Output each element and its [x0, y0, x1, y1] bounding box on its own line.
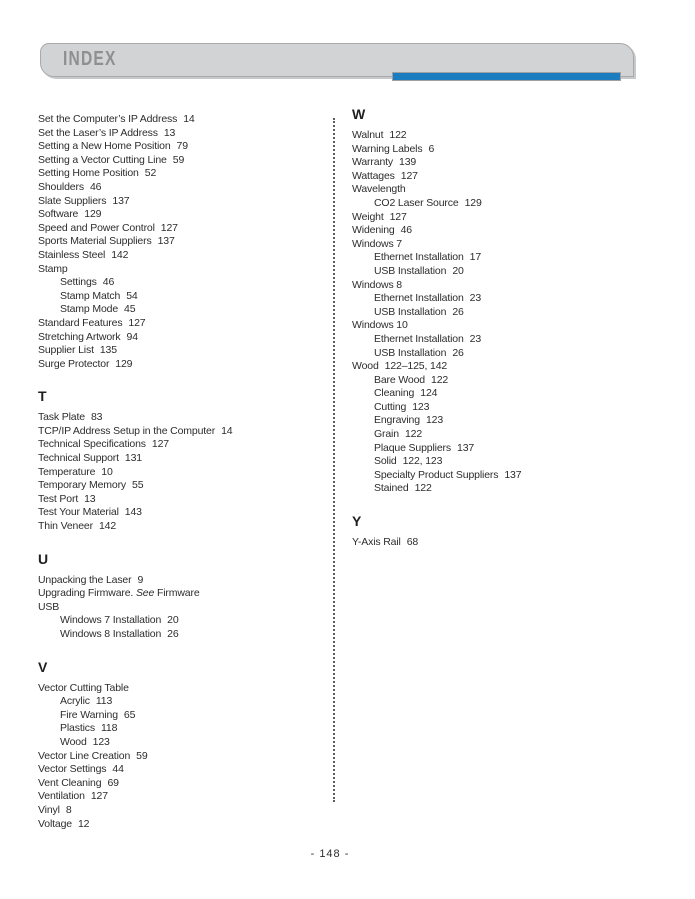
entry-page-number: 113	[95, 695, 113, 708]
entry-label: Setting a New Home Position	[38, 140, 171, 153]
index-entry	[38, 682, 330, 696]
index-entry	[38, 709, 330, 723]
page-title: INDEX	[63, 48, 117, 71]
entry-page-number: 65	[123, 708, 136, 721]
entry-page-number: 68	[406, 536, 419, 549]
index-entry	[38, 276, 330, 290]
index-entry	[38, 208, 330, 222]
index-entry	[352, 360, 644, 374]
entry-label: Temporary Memory	[38, 479, 127, 492]
column-divider	[333, 118, 335, 802]
entry-page-number: 127	[151, 438, 169, 451]
entry-page-number: 127	[128, 316, 146, 329]
entry-label: Vinyl	[38, 803, 60, 816]
entry-label: Vent Cleaning	[38, 776, 102, 789]
entry-page-number: 127	[160, 221, 178, 234]
entry-page-number: 135	[99, 344, 117, 357]
index-entry	[38, 587, 330, 601]
index-entry	[38, 722, 330, 736]
index-entry	[352, 306, 644, 320]
index-entry	[38, 763, 330, 777]
index-entry	[352, 183, 644, 197]
index-entry	[38, 290, 330, 304]
index-entry	[352, 211, 644, 225]
accent-bar	[392, 72, 621, 81]
entry-page-number: 17	[469, 251, 482, 264]
entry-page-number: 46	[400, 224, 412, 237]
entry-label: Upgrading Firmware.	[38, 587, 134, 600]
entry-page-number: 137	[457, 441, 475, 454]
entry-label: Stamp Mode	[60, 303, 119, 316]
entry-page-number: 137	[112, 194, 130, 207]
index-header-banner	[40, 43, 634, 77]
entry-page-number: 129	[115, 357, 133, 370]
index-entry	[352, 265, 644, 279]
entry-label: Test Your Material	[38, 506, 119, 519]
entry-page-number: 123	[412, 400, 430, 413]
entry-page-number: 124	[420, 387, 438, 400]
index-column-right	[352, 106, 644, 550]
index-entry	[38, 466, 330, 480]
entry-page-number: 118	[100, 722, 118, 735]
entry-label: Windows 10	[352, 319, 408, 332]
entry-page-number: 26	[167, 628, 179, 640]
entry-label: Cutting	[374, 400, 407, 413]
entry-page-number: 6	[428, 142, 435, 155]
entry-label: Walnut	[352, 129, 384, 141]
entry-page-number: 14	[183, 113, 195, 125]
index-entry	[38, 140, 330, 154]
entry-label: Voltage	[38, 817, 72, 830]
entry-label: Wood	[60, 735, 87, 748]
entry-label: Warning Labels	[352, 142, 423, 155]
entry-page-number: 83	[90, 411, 103, 424]
see-target: Firmware	[154, 587, 200, 600]
index-entry	[352, 401, 644, 415]
index-entry	[38, 818, 330, 832]
entry-label: USB Installation	[374, 305, 447, 318]
entry-page-number: 137	[504, 468, 522, 481]
entry-page-number: 26	[452, 305, 464, 318]
entry-page-number: 23	[469, 332, 482, 345]
index-entry	[352, 387, 644, 401]
index-entry	[352, 428, 644, 442]
entry-page-number: 123	[92, 735, 110, 748]
index-entry	[38, 222, 330, 236]
entry-label: Technical Specifications	[38, 438, 146, 451]
entry-page-number: 122, 123	[402, 455, 443, 468]
index-entry	[38, 520, 330, 534]
entry-label: Vector Settings	[38, 763, 107, 776]
entry-page-number: 131	[124, 452, 142, 465]
entry-label: Supplier List	[38, 344, 94, 357]
entry-page-number: 59	[172, 153, 185, 166]
entry-page-number: 59	[136, 749, 148, 762]
entry-label: Weight	[352, 210, 384, 223]
entry-label: Test Port	[38, 492, 79, 505]
entry-page-number: 55	[132, 479, 144, 492]
entry-label: Sports Material Suppliers	[38, 235, 152, 248]
section-heading-v: V	[38, 658, 48, 675]
entry-label: Set the Computer’s IP Address	[38, 113, 178, 125]
entry-page-number: 12	[77, 817, 90, 830]
entry-page-number: 122	[414, 482, 432, 495]
entry-page-number: 122	[404, 428, 423, 441]
index-entry	[38, 777, 330, 791]
entry-label: Solid	[374, 455, 397, 468]
entry-label: Windows 8	[352, 278, 403, 291]
entry-page-number: 10	[101, 465, 113, 478]
entry-page-number: 122	[431, 373, 449, 386]
entry-page-number: 127	[400, 169, 418, 182]
entry-label: Grain	[374, 428, 399, 441]
entry-page-number: 23	[469, 292, 482, 305]
entry-page-number: 8	[65, 803, 72, 816]
entry-page-number: 52	[144, 167, 157, 180]
entry-page-number: 123	[425, 414, 444, 427]
index-entry	[352, 347, 644, 361]
entry-page-number: 79	[176, 140, 188, 153]
entry-page-number: 20	[167, 614, 179, 627]
entry-label: TCP/IP Address Setup in the Computer	[38, 424, 216, 437]
index-entry	[352, 442, 644, 456]
entry-page-number: 127	[90, 790, 108, 803]
entry-label: Bare Wood	[374, 373, 425, 386]
entry-label: Stamp Match	[60, 289, 121, 302]
entry-label: Engraving	[374, 414, 420, 427]
index-entry	[38, 438, 330, 452]
index-entry	[38, 263, 330, 277]
entry-page-number: 45	[124, 303, 136, 316]
index-entry	[352, 143, 644, 157]
index-entry	[38, 331, 330, 345]
entry-page-number: 46	[89, 180, 102, 193]
index-entry	[38, 181, 330, 195]
index-entry	[352, 197, 644, 211]
entry-page-number: 54	[126, 289, 138, 302]
entry-label: USB	[38, 600, 60, 613]
index-entry	[38, 154, 330, 168]
entry-label: Windows 8 Installation	[60, 628, 162, 640]
entry-page-number: 129	[464, 196, 482, 209]
section-heading-t: T	[38, 388, 47, 405]
entry-label: Wood	[352, 360, 379, 373]
entry-page-number: 143	[124, 506, 142, 519]
entry-label: Plastics	[60, 722, 95, 735]
index-entry	[352, 129, 644, 143]
index-entry	[38, 344, 330, 358]
entry-page-number: 14	[221, 424, 233, 437]
entry-page-number: 122	[389, 129, 407, 141]
index-entry	[352, 224, 644, 238]
entry-label: Task Plate	[38, 411, 85, 424]
index-entry	[38, 574, 330, 588]
index-entry	[352, 455, 644, 469]
index-column-left	[38, 113, 330, 831]
entry-label: Stretching Artwork	[38, 330, 121, 343]
index-entry	[352, 414, 644, 428]
entry-label: Plaque Suppliers	[374, 441, 451, 454]
entry-page-number: 137	[157, 235, 175, 248]
entry-label: Fire Warning	[60, 708, 118, 721]
index-entry	[38, 127, 330, 141]
index-entry	[38, 167, 330, 181]
entry-page-number: 13	[84, 492, 96, 505]
index-entry	[38, 628, 330, 642]
entry-label: Setting a Vector Cutting Line	[38, 153, 167, 166]
index-entry	[352, 279, 644, 293]
entry-page-number: 129	[84, 208, 102, 221]
index-entry	[38, 113, 330, 127]
entry-page-number: 9	[137, 573, 144, 586]
entry-page-number: 69	[107, 776, 119, 789]
index-entry	[38, 425, 330, 439]
entry-label: Ethernet Installation	[374, 251, 464, 264]
page-number: - 148 -	[310, 848, 350, 860]
entry-page-number: 20	[452, 264, 464, 277]
entry-label: USB Installation	[374, 264, 447, 277]
index-entry	[38, 317, 330, 331]
section-heading-u: U	[38, 550, 49, 567]
entry-label: Unpacking the Laser	[38, 573, 132, 586]
entry-label: Temperature	[38, 465, 96, 478]
index-entry	[352, 333, 644, 347]
entry-page-number: 142	[98, 520, 117, 533]
entry-label: Ventilation	[38, 790, 85, 803]
entry-label: Vector Line Creation	[38, 749, 131, 762]
entry-label: Acrylic	[60, 695, 90, 708]
index-entry	[352, 251, 644, 265]
see-reference: See	[133, 587, 155, 600]
entry-page-number: 127	[389, 210, 407, 223]
entry-label: Wattages	[352, 169, 395, 182]
index-entry	[352, 156, 644, 170]
index-entry	[38, 736, 330, 750]
index-entry	[38, 614, 330, 628]
section-heading-w: W	[352, 106, 366, 122]
index-entry	[352, 319, 644, 333]
index-entry	[38, 493, 330, 507]
index-entry	[352, 170, 644, 184]
entry-label: Y-Axis Rail	[352, 536, 401, 549]
entry-label: Set the Laser’s IP Address	[38, 126, 158, 139]
entry-label: Thin Veneer	[38, 520, 93, 533]
index-entry	[38, 479, 330, 493]
index-entry	[352, 374, 644, 388]
index-entry	[352, 469, 644, 483]
entry-label: Technical Support	[38, 452, 119, 465]
index-entry	[38, 804, 330, 818]
entry-label: Windows 7 Installation	[60, 614, 162, 627]
entry-label: Ethernet Installation	[374, 332, 464, 345]
entry-page-number: 94	[126, 330, 138, 343]
entry-label: Stained	[374, 482, 409, 495]
index-entry	[38, 249, 330, 263]
index-entry	[38, 601, 330, 615]
entry-label: Windows 7	[352, 237, 403, 250]
index-entry	[38, 303, 330, 317]
index-entry	[38, 790, 330, 804]
entry-page-number: 44	[112, 763, 124, 776]
entry-label: Stainless Steel	[38, 248, 106, 261]
entry-label: Setting Home Position	[38, 167, 139, 180]
entry-label: Settings	[60, 276, 97, 289]
entry-label: Shoulders	[38, 180, 84, 193]
index-entry	[352, 536, 644, 550]
entry-label: Wavelength	[352, 183, 406, 196]
entry-label: Vector Cutting Table	[38, 681, 129, 694]
entry-label: Warranty	[352, 156, 393, 169]
entry-label: Software	[38, 208, 79, 221]
entry-label: CO2 Laser Source	[374, 196, 459, 209]
section-heading-y: Y	[352, 513, 362, 530]
index-entry	[38, 411, 330, 425]
entry-label: Widening	[352, 224, 395, 237]
index-entry	[38, 506, 330, 520]
index-entry	[352, 292, 644, 306]
entry-label: Cleaning	[374, 387, 415, 400]
entry-label: Surge Protector	[38, 357, 110, 370]
entry-page-number: 139	[399, 156, 417, 169]
entry-page-number: 46	[102, 276, 115, 289]
entry-label: Speed and Power Control	[38, 221, 155, 234]
entry-label: USB Installation	[374, 346, 447, 359]
index-entry	[38, 358, 330, 372]
entry-page-number: 13	[163, 126, 176, 139]
entry-page-number: 142	[111, 248, 129, 261]
index-entry	[38, 452, 330, 466]
entry-label: Stamp	[38, 262, 68, 275]
entry-label: Slate Suppliers	[38, 194, 107, 207]
index-entry	[38, 695, 330, 709]
index-entry	[38, 195, 330, 209]
entry-label: Specialty Product Suppliers	[374, 468, 499, 481]
entry-label: Ethernet Installation	[374, 292, 464, 305]
index-entry	[352, 482, 644, 496]
index-entry	[38, 750, 330, 764]
entry-page-number: 26	[452, 346, 464, 359]
entry-page-number: 122–125, 142	[384, 360, 448, 373]
index-entry	[38, 235, 330, 249]
index-entry	[352, 238, 644, 252]
entry-label: Standard Features	[38, 316, 123, 329]
